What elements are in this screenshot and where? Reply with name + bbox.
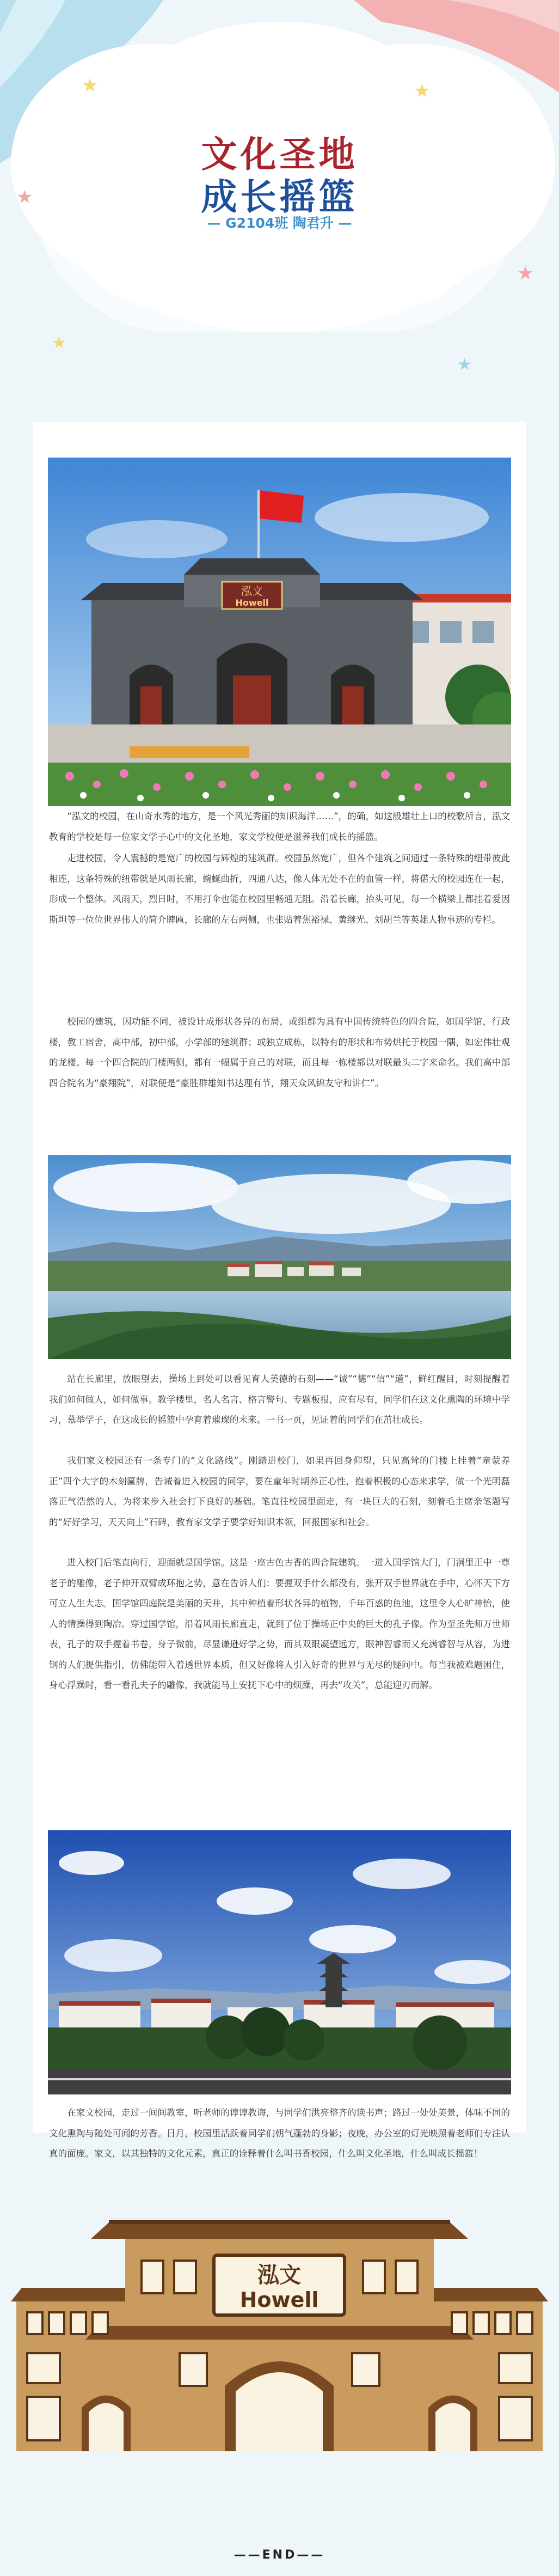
building-sign-en: Howell bbox=[239, 2288, 319, 2312]
gate-sign-en: Howell bbox=[235, 598, 269, 608]
gate-sign-cn: 泓文 bbox=[241, 584, 263, 598]
paragraph-1: “泓文的校园，在山奇水秀的地方，是一个风光秀丽的知识海洋……”，的确，如这般雄壮上口的校歌所言，泓文教育的学校是每一位家文学子心中的文化圣地，家文学校便是滋养我们成长的摇篮。 bbox=[49, 811, 510, 842]
paragraph-3: 校园的建筑，因功能不同，被设计成形状各异的布局，或组群为具有中国传统特色的四合院，如国学馆，行政楼，教工宿舍，高中部，初中部，小学部的建筑群；或独立成栋，以特有的形状和布势烘托于校园一隅，如宏伟壮观的龙楼。每一个四合院的门楼两侧，都有一幅属于自己的对联，而且每一栋楼都以对联最头二字来命名。我们高中部四合院名为“豪翔院”，对联便是“豪胜群雄知书达理有节，翔天众风锦友守和讲仁”。 bbox=[49, 1016, 510, 1088]
campus-skyline-photo bbox=[48, 1830, 511, 2094]
star-icon: ★ bbox=[517, 263, 534, 284]
star-icon: ★ bbox=[52, 333, 66, 352]
paragraph-6: 进入校门后笔直向行，迎面就是国学馆。这是一座古色古香的四合院建筑。一进入国学馆大门，门洞里正中一尊老子的雕像，老子伸开双臂成环抱之势，意在告诉人们：要握双手什么都没有，张开双手世界就在手中，心怀天下方可立人生大志。国学馆四庭院是美丽的天井，其中种植着形状各异的植物，千年百惑的鱼池，这里令人心旷神怡，使人的情操得到陶冶。穿过国学馆，沿着风雨长廊直走，就到了位于操场正中央的巨大的孔子像。作为至圣先师万世师表，孔子的双手握着书卷，身子微前，尽显谦逊好学之势，而其双眼凝望远方，眼神智睿而又充满睿智与从容，为进钢的人们提供指引，仿佛能带入着透世界本质，但又好像将人引入好奇的世界与无尽的疑问中。每当我被难题困住，身心浮躁时，看一看孔夫子的雕像，我就能马上安抚下心中的烦躁，再去“攻关”，总能迎刃而解。 bbox=[49, 1557, 510, 1690]
star-icon: ★ bbox=[414, 80, 431, 102]
title-line-1: 文化圣地 bbox=[201, 133, 358, 175]
paragraph-4: 站在长廊里，放眼望去，操场上到处可以看见育人美德的石刻——“诚”“德”“信”“道”，鲜红醒目，时刻提醒着我们如何做人，如何做事。教学楼里，名人名言、格言警句、专题板报，应有尽有，同学们在这文化熏陶的环境中学习，慕举学子，在这成长的摇篮中孕育着璀璨的未来。一书一页，见证着的同学们在茁壮成长。 bbox=[49, 1374, 510, 1425]
end-marker: ——END—— bbox=[234, 2548, 325, 2562]
star-icon: ★ bbox=[457, 355, 472, 374]
paragraph-7: 在家文校园，走过一间间教室，听老师的谆谆教诲，与同学们洪亮整齐的读书声；路过一处处美景，体味不同的文化熏陶与随处可闻的芳香。日月，校园里活跃着同学们朝气蓬勃的身影；夜晚，办公室的灯光映照着老师们专注认真的面庞。家文，以其独特的文化元素，真正的诠释着什么叫书香校园，什么叫文化圣地，什么叫成长摇篮！ bbox=[49, 2108, 510, 2159]
star-icon: ★ bbox=[16, 186, 33, 208]
page-header bbox=[0, 0, 559, 414]
title-line-2: 成长摇篮 bbox=[201, 175, 358, 218]
campus-aerial-photo bbox=[48, 1155, 511, 1359]
school-gate-photo bbox=[48, 458, 511, 806]
paragraph-5: 我们家文校园还有一条专门的“文化路线”。刚踏进校门，如果再回身仰望，只见高耸的门楼上挂着“童蒙养正”四个大字的木刻匾牌，告诫着进入校园的同学，要在童年时期养正心性，抱着积极的心态来求学，做一个光明磊落正气浩然的人，为将来步入社会打下良好的基础。笔直往校园里面走，有一块巨大的石刻，刻着毛主席亲笔题写的“好好学习，天天向上”石碑，教育家文学子要学好知识本领，回报国家和社会。 bbox=[49, 1456, 510, 1527]
building-sign-cn: 泓文 bbox=[257, 2262, 301, 2288]
article-card bbox=[33, 422, 526, 2159]
school-building-illustration bbox=[0, 2190, 559, 2451]
paragraph-2: 走进校园，令人震撼的是宽广的校园与辉煌的建筑群。校园虽然宽广，但各个建筑之间通过一条特殊的纽带彼此相连，这条特殊的纽带就是风雨长廊，蜿蜒曲折，四通八达，像人体无处不在的血管一样，将偌大的校园连在一起，形成一个整体。风雨天，烈日时，不用打伞也能在校园里畅通无阻。沿着长廊，抬头可见，每一个横梁上都挂着爱因斯坦等一位位世界伟人的简介牌匾，长廊的左右两侧，也张贴着焦裕禄、黄继光、刘胡兰等英雄人物事迹的专栏。 bbox=[49, 853, 510, 925]
star-icon: ★ bbox=[82, 75, 99, 96]
author-subtitle: — G2104班 陶君升 — bbox=[207, 215, 352, 231]
